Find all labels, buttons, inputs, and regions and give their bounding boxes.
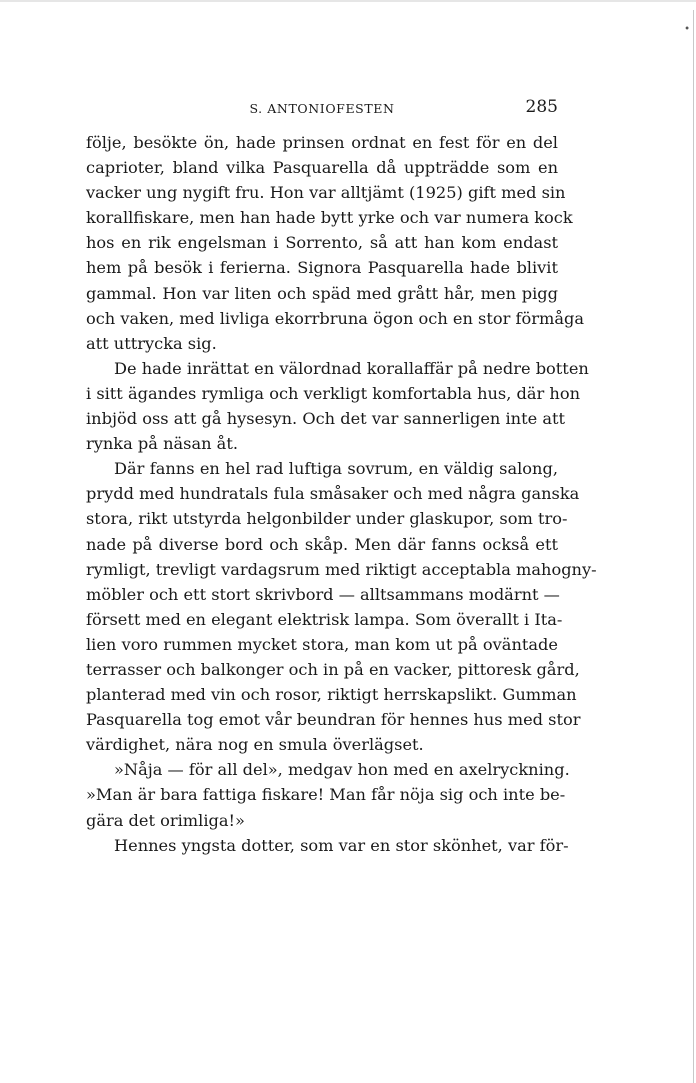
body-text [86, 130, 597, 858]
text-line: De hade inrättat en välordnad korallaffär på nedre botten [114, 358, 589, 378]
text-line: att uttrycka sig. [86, 333, 217, 353]
page-number: 285 [525, 97, 558, 117]
text-line: nade på diverse bord och skåp. Men där fanns också ett [86, 534, 558, 554]
text-line: gära det orimliga!» [86, 810, 245, 830]
text-line: möbler och ett stort skrivbord — alltsammans modärnt — [86, 584, 560, 604]
text-line: »Man är bara fattiga fiskare! Man får nöja sig och inte be- [86, 785, 566, 805]
text-line: försett med en elegant elektrisk lampa. Som överallt i Ita- [86, 609, 563, 629]
text-line: caprioter, bland vilka Pasquarella då uppträdde som en [86, 158, 558, 178]
text-line: följe, besökte ön, hade prinsen ordnat en fest för en del [86, 133, 558, 152]
running-title: S. ANTONIOFESTEN [249, 101, 395, 116]
text-line: Där fanns en hel rad luftiga sovrum, en väldig salong, [114, 459, 558, 479]
text-line: och vaken, med livliga ekorrbruna ögon och en stor förmåga [86, 308, 584, 328]
corner-mark: • [684, 24, 690, 35]
text-line: Pasquarella tog emot vår beundran för hennes hus med stor [86, 710, 581, 730]
text-line: »Nåja — för all del», medgav hon med en axelryckning. [114, 760, 570, 780]
text-line: Hennes yngsta dotter, som var en stor skönhet, var för- [114, 835, 569, 855]
text-line: lien voro rummen mycket stora, man kom ut på oväntade [86, 634, 558, 654]
page-right-edge [693, 10, 694, 1083]
text-line: hos en rik engelsman i Sorrento, så att han kom endast [86, 233, 558, 253]
text-line: prydd med hundratals fula småsaker och med några ganska [86, 484, 580, 504]
text-line: i sitt ägandes rymliga och verkligt komfortabla hus, där hon [86, 383, 581, 403]
text-line: rymligt, trevligt vardagsrum med riktigt acceptabla mahogny- [86, 559, 597, 579]
text-line: stora, rikt utstyrda helgonbilder under glaskupor, som tro- [86, 509, 568, 529]
text-line: gammal. Hon var liten och späd med grått hår, men pigg [86, 283, 558, 303]
text-line: inbjöd oss att gå hysesyn. Och det var sannerligen inte att [86, 409, 566, 429]
text-line: rynka på näsan åt. [86, 434, 238, 454]
page-header [86, 97, 558, 121]
text-line: terrasser och balkonger och in på en vacker, pittoresk gård, [86, 659, 580, 679]
text-line: hem på besök i ferierna. Signora Pasquarella hade blivit [86, 258, 558, 278]
page-top-edge [0, 0, 696, 2]
text-line: planterad med vin och rosor, riktigt herrskapslikt. Gumman [86, 685, 577, 705]
text-line: korallfiskare, men han hade bytt yrke och var numera kock [86, 208, 573, 228]
text-line: värdighet, nära nog en smula överlägset. [86, 735, 424, 755]
text-line: vacker ung nygift fru. Hon var alltjämt (1925) gift med sin [86, 183, 566, 203]
